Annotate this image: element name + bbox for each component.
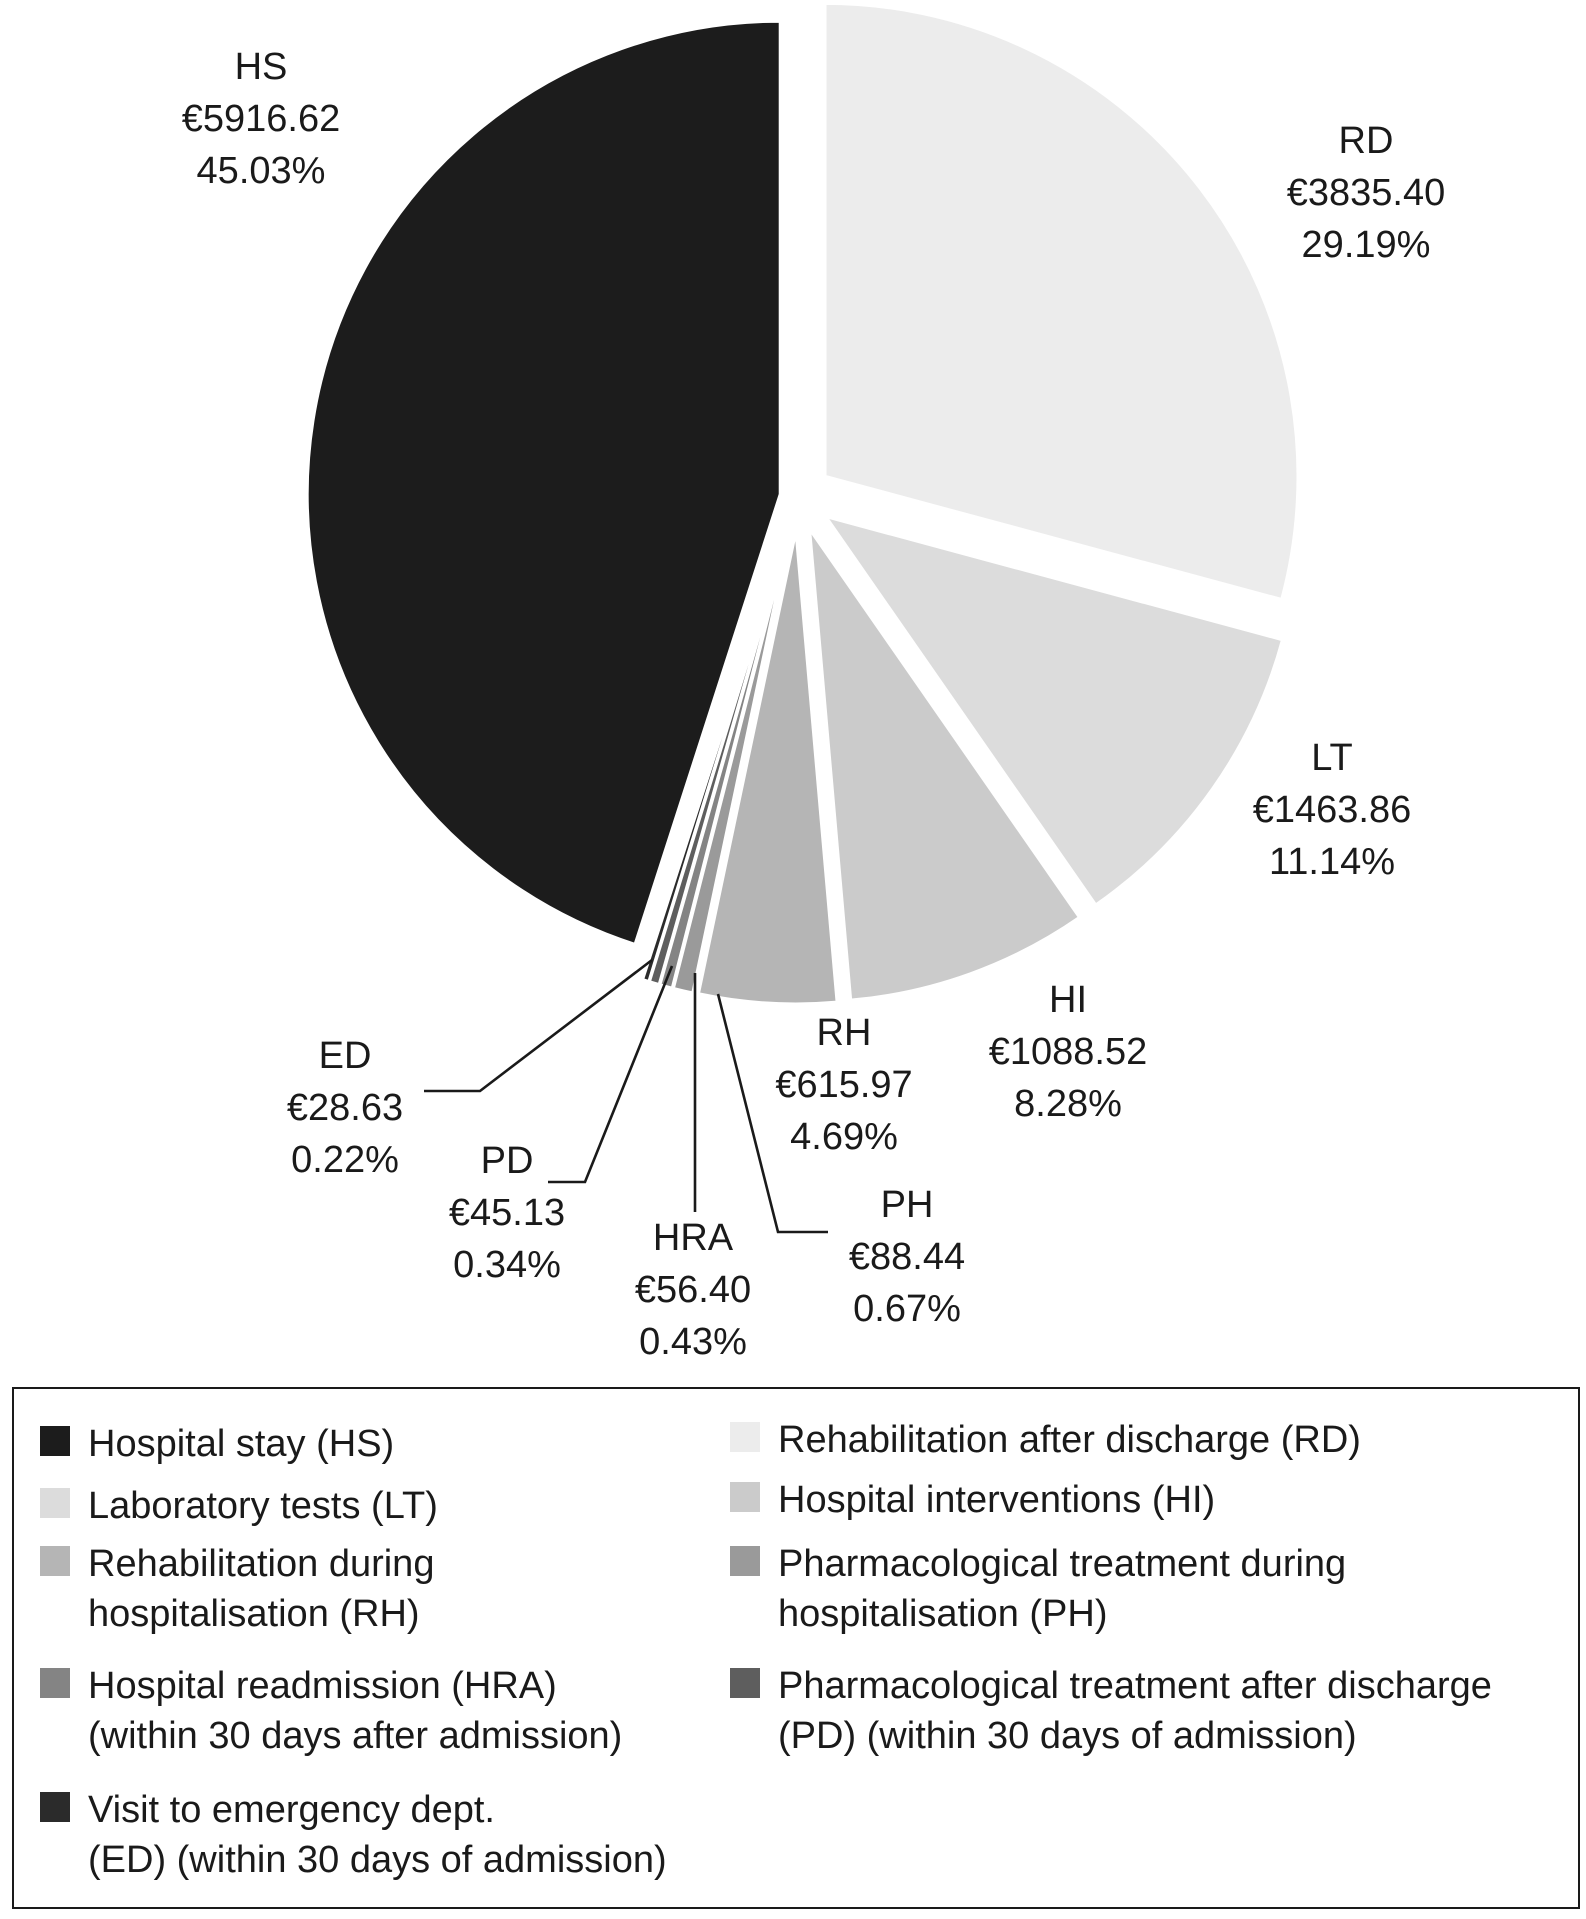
slice-label-rd-value: €3835.40 xyxy=(1286,172,1446,215)
legend-swatch-hi xyxy=(730,1482,760,1512)
legend xyxy=(12,1387,1580,1909)
legend-label-rd: Rehabilitation after discharge (RD) xyxy=(778,1419,1361,1461)
legend-item-rd xyxy=(730,1415,1361,1465)
legend-item-hra xyxy=(40,1661,622,1761)
legend-item-ph xyxy=(730,1539,1346,1639)
legend-label-rh xyxy=(88,1539,434,1639)
slice-label-pd-abbr: PD xyxy=(480,1140,534,1183)
legend-swatch-rd xyxy=(730,1422,760,1452)
slice-label-ph-percent: 0.67% xyxy=(853,1288,961,1331)
slice-label-rd-abbr: RD xyxy=(1338,120,1394,163)
legend-item-pd xyxy=(730,1661,1492,1761)
legend-label-ph-line1: Pharmacological treatment during xyxy=(778,1543,1347,1585)
legend-label-hi: Hospital interventions (HI) xyxy=(778,1479,1216,1521)
slice-label-lt-abbr: LT xyxy=(1311,737,1353,780)
legend-label-hra xyxy=(88,1661,622,1761)
leader-line-ph xyxy=(718,994,828,1232)
legend-label-hs: Hospital stay (HS) xyxy=(88,1423,395,1465)
slice-label-ed-value: €28.63 xyxy=(286,1087,404,1130)
legend-item-hs xyxy=(40,1419,394,1469)
slice-label-hi-percent: 8.28% xyxy=(1014,1083,1122,1126)
slice-label-pd-percent: 0.34% xyxy=(453,1244,561,1287)
legend-label-rh-line1: Rehabilitation during xyxy=(88,1543,435,1585)
legend-swatch-hra xyxy=(40,1668,70,1698)
legend-swatch-rh xyxy=(40,1546,70,1576)
legend-label-hra-line2: (within 30 days after admission) xyxy=(88,1715,623,1757)
legend-swatch-ed xyxy=(40,1792,70,1822)
legend-item-rh xyxy=(40,1539,434,1639)
legend-item-hi xyxy=(730,1475,1215,1525)
legend-label-ph xyxy=(778,1539,1346,1639)
legend-swatch-lt xyxy=(40,1488,70,1518)
legend-label-pd-line2: (PD) (within 30 days of admission) xyxy=(778,1715,1357,1757)
legend-label-ph-line2: hospitalisation (PH) xyxy=(778,1593,1108,1635)
slice-label-hi-abbr: HI xyxy=(1049,979,1087,1022)
legend-swatch-pd xyxy=(730,1668,760,1698)
slice-label-rd-percent: 29.19% xyxy=(1301,224,1431,267)
slice-label-ed-percent: 0.22% xyxy=(291,1139,399,1182)
legend-swatch-ph xyxy=(730,1546,760,1576)
legend-label-rh-line2: hospitalisation (RH) xyxy=(88,1593,420,1635)
slice-label-hra-abbr: HRA xyxy=(652,1217,734,1260)
legend-swatch-hs xyxy=(40,1426,70,1456)
slice-label-pd-value: €45.13 xyxy=(448,1192,566,1235)
legend-label-hra-line1: Hospital readmission (HRA) xyxy=(88,1665,557,1707)
slice-label-rh-abbr: RH xyxy=(816,1012,872,1055)
slice-label-lt-value: €1463.86 xyxy=(1252,789,1412,832)
pie-slices xyxy=(307,3,1298,1004)
legend-label-ed-line1: Visit to emergency dept. xyxy=(88,1789,495,1831)
slice-label-hs-percent: 45.03% xyxy=(196,150,326,193)
slice-label-ed-abbr: ED xyxy=(318,1035,372,1078)
leader-line-pd xyxy=(548,966,672,1182)
slice-label-ph-abbr: PH xyxy=(880,1184,934,1227)
leader-line-ed xyxy=(424,960,652,1091)
legend-item-lt xyxy=(40,1481,438,1531)
legend-label-pd xyxy=(778,1661,1492,1761)
legend-label-pd-line1: Pharmacological treatment after discharge xyxy=(778,1665,1492,1707)
slice-label-rh-percent: 4.69% xyxy=(790,1116,898,1159)
slice-label-rh-value: €615.97 xyxy=(775,1064,913,1107)
slice-label-hi-value: €1088.52 xyxy=(988,1031,1148,1074)
slice-label-hs-value: €5916.62 xyxy=(181,98,341,141)
legend-label-lt: Laboratory tests (LT) xyxy=(88,1485,438,1527)
legend-label-ed-line2: (ED) (within 30 days of admission) xyxy=(88,1839,667,1881)
legend-item-ed xyxy=(40,1785,667,1885)
slice-label-hra-value: €56.40 xyxy=(634,1269,752,1312)
legend-label-ed xyxy=(88,1785,667,1885)
pie-slice-rd xyxy=(825,3,1298,599)
slice-label-hra-percent: 0.43% xyxy=(639,1321,747,1364)
slice-label-lt-percent: 11.14% xyxy=(1268,841,1396,884)
slice-label-ph-value: €88.44 xyxy=(848,1236,966,1279)
slice-label-hs-abbr: HS xyxy=(234,46,288,89)
